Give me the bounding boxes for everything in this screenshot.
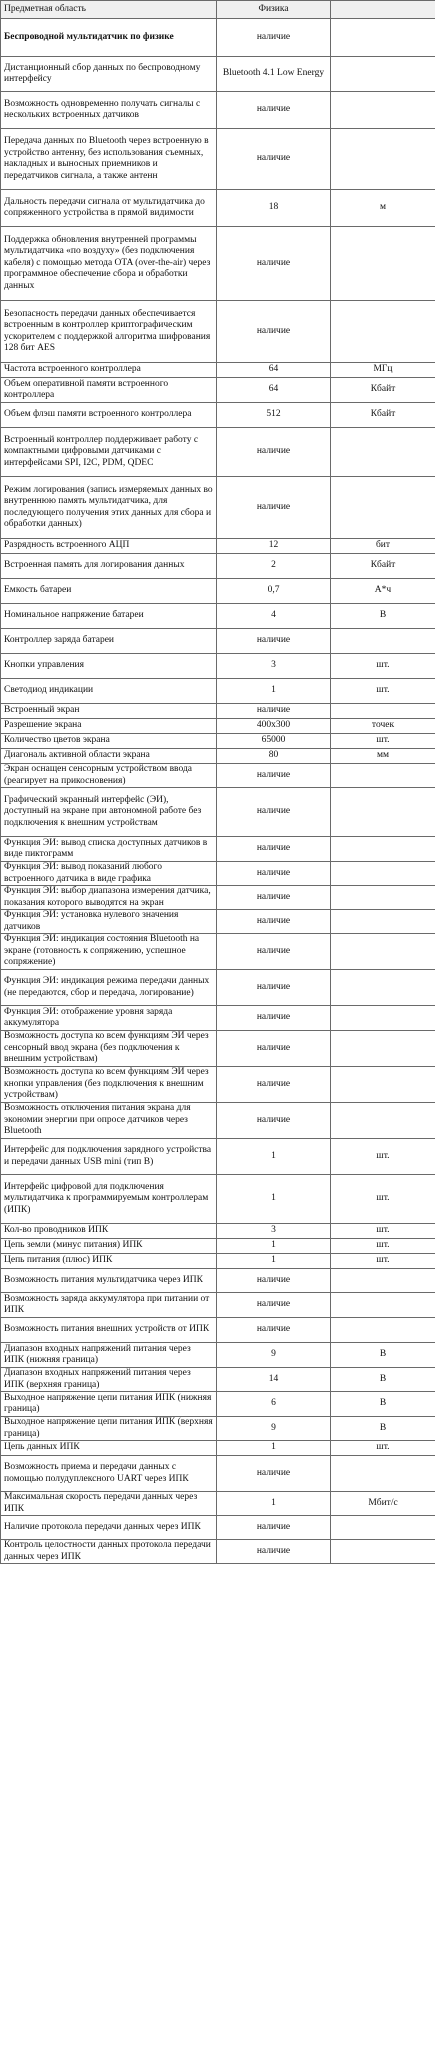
unit-cell: шт. [331, 654, 435, 679]
value-cell: 64 [217, 363, 331, 378]
table-row [1, 1224, 435, 1239]
parameter-cell: Встроенный контроллер поддерживает работу с компактными цифровыми датчиками с интерфейсами SPI, I2C, PDM, QDEC [1, 428, 217, 477]
value-cell: 1 [217, 1441, 331, 1456]
value-cell: наличие [217, 1293, 331, 1318]
value-cell: 18 [217, 190, 331, 227]
parameter-cell: Функция ЭИ: вывод списка доступных датчиков в виде пиктограмм [1, 837, 217, 862]
table-row [1, 1540, 435, 1564]
unit-cell [331, 1067, 435, 1103]
unit-cell: шт. [331, 1175, 435, 1224]
value-cell: 2 [217, 554, 331, 579]
parameter-cell: Дистанционный сбор данных по беспроводному интерфейсу [1, 57, 217, 92]
table-row [1, 1318, 435, 1343]
parameter-cell: Количество цветов экрана [1, 734, 217, 749]
table-row [1, 1067, 435, 1103]
unit-cell [331, 1540, 435, 1564]
parameter-cell: Цепь питания (плюс) ИПК [1, 1254, 217, 1269]
spec-table-body [1, 1, 435, 1564]
parameter-cell: Поддержка обновления внутренней программы мультидатчика «по воздуху» (без подключения кабеля) с помощью метода OTA (over-the-air) через программное обеспечение сбора и обработки данных [1, 227, 217, 301]
parameter-cell: Кнопки управления [1, 654, 217, 679]
parameter-cell: Функция ЭИ: вывод показаний любого встроенного датчика в виде графика [1, 862, 217, 886]
table-row [1, 837, 435, 862]
table-row [1, 1269, 435, 1293]
table-row [1, 539, 435, 554]
table-row [1, 190, 435, 227]
value-cell: 1 [217, 1239, 331, 1254]
value-cell: наличие [217, 129, 331, 190]
unit-cell [331, 837, 435, 862]
parameter-cell: Дальность передачи сигнала от мультидатчика до сопряженного устройства в прямой видимости [1, 190, 217, 227]
parameter-cell: Емкость батареи [1, 579, 217, 604]
table-row [1, 1456, 435, 1492]
table-row [1, 19, 435, 57]
value-cell: 512 [217, 403, 331, 428]
parameter-cell: Объем оперативной памяти встроенного контроллера [1, 378, 217, 403]
parameter-cell: Возможность приема и передачи данных с помощью полудуплексного UART через ИПК [1, 1456, 217, 1492]
unit-cell: шт. [331, 1441, 435, 1456]
value-cell: наличие [217, 704, 331, 719]
table-row [1, 654, 435, 679]
table-row [1, 428, 435, 477]
table-header-row [1, 1, 435, 19]
table-row [1, 704, 435, 719]
parameter-cell: Разрядность встроенного АЦП [1, 539, 217, 554]
value-cell: наличие [217, 970, 331, 1006]
value-cell: 14 [217, 1368, 331, 1392]
unit-cell [331, 629, 435, 654]
table-row [1, 1103, 435, 1139]
value-cell: наличие [217, 428, 331, 477]
value-cell: 1 [217, 1492, 331, 1516]
unit-cell: мм [331, 749, 435, 764]
parameter-cell: Функция ЭИ: установка нулевого значения датчиков [1, 910, 217, 934]
parameter-cell: Интерфейс для подключения зарядного устройства и передачи данных USB mini (тип B) [1, 1139, 217, 1175]
unit-cell [331, 428, 435, 477]
unit-cell: В [331, 604, 435, 629]
parameter-cell: Функция ЭИ: выбор диапазона измерения датчика, показания которого выводятся на экран [1, 886, 217, 910]
value-cell: наличие [217, 1269, 331, 1293]
unit-cell [331, 886, 435, 910]
parameter-cell: Функция ЭИ: индикация режима передачи данных (не передаются, сбор и передача, логирование) [1, 970, 217, 1006]
table-row [1, 886, 435, 910]
parameter-cell: Функция ЭИ: индикация состояния Bluetooth на экране (готовность к сопряжению, успешное сопряжение) [1, 934, 217, 970]
unit-cell: Мбит/с [331, 1492, 435, 1516]
value-cell: наличие [217, 837, 331, 862]
value-cell: наличие [217, 862, 331, 886]
table-row [1, 910, 435, 934]
unit-cell [331, 301, 435, 363]
unit-cell [331, 129, 435, 190]
parameter-cell: Контроль целостности данных протокола передачи данных через ИПК [1, 1540, 217, 1564]
parameter-cell: Экран оснащен сенсорным устройством ввода (реагирует на прикосновения) [1, 764, 217, 788]
parameter-cell: Номинальное напряжение батареи [1, 604, 217, 629]
table-row [1, 1441, 435, 1456]
parameter-cell: Встроенный экран [1, 704, 217, 719]
unit-cell [331, 1516, 435, 1540]
table-row [1, 1139, 435, 1175]
parameter-cell: Максимальная скорость передачи данных через ИПК [1, 1492, 217, 1516]
value-cell: 1 [217, 1254, 331, 1269]
value-cell: 65000 [217, 734, 331, 749]
table-row [1, 403, 435, 428]
unit-cell: В [331, 1392, 435, 1417]
unit-cell [331, 57, 435, 92]
table-row [1, 301, 435, 363]
parameter-cell: Частота встроенного контроллера [1, 363, 217, 378]
unit-cell: Кбайт [331, 378, 435, 403]
parameter-cell: Выходное напряжение цепи питания ИПК (нижняя граница) [1, 1392, 217, 1417]
parameter-cell: Возможность одновременно получать сигналы с нескольких встроенных датчиков [1, 92, 217, 129]
table-row [1, 719, 435, 734]
unit-cell [331, 1269, 435, 1293]
table-row [1, 477, 435, 539]
value-cell: 0,7 [217, 579, 331, 604]
unit-cell: шт. [331, 1254, 435, 1269]
unit-cell: шт. [331, 1139, 435, 1175]
table-row [1, 788, 435, 837]
parameter-cell: Диапазон входных напряжений питания через ИПК (верхняя граница) [1, 1368, 217, 1392]
value-cell: наличие [217, 1031, 331, 1067]
unit-cell [331, 1103, 435, 1139]
parameter-cell: Диапазон входных напряжений питания через ИПК (нижняя граница) [1, 1343, 217, 1368]
value-cell: наличие [217, 629, 331, 654]
unit-cell: МГц [331, 363, 435, 378]
unit-cell [331, 862, 435, 886]
unit-cell: шт. [331, 1224, 435, 1239]
parameter-cell: Возможность питания мультидатчика через ИПК [1, 1269, 217, 1293]
table-row [1, 604, 435, 629]
unit-cell: бит [331, 539, 435, 554]
parameter-cell: Функция ЭИ: отображение уровня заряда аккумулятора [1, 1006, 217, 1031]
value-cell: наличие [217, 1103, 331, 1139]
parameter-cell: Беспроводной мультидатчик по физике [1, 19, 217, 57]
value-cell: 400x300 [217, 719, 331, 734]
parameter-cell: Возможность заряда аккумулятора при питании от ИПК [1, 1293, 217, 1318]
unit-cell: В [331, 1417, 435, 1441]
unit-cell [331, 704, 435, 719]
parameter-cell: Возможность доступа ко всем функциям ЭИ через кнопки управления (без подключения к внешним устройствам) [1, 1067, 217, 1103]
table-row [1, 1031, 435, 1067]
unit-cell [331, 227, 435, 301]
parameter-cell: Интерфейс цифровой для подключения мультидатчика к программируемым контроллерам (ИПК) [1, 1175, 217, 1224]
value-cell: 9 [217, 1343, 331, 1368]
value-cell: 9 [217, 1417, 331, 1441]
value-cell: 3 [217, 654, 331, 679]
value-cell: наличие [217, 477, 331, 539]
unit-cell [331, 1293, 435, 1318]
value-cell: 6 [217, 1392, 331, 1417]
unit-cell: Кбайт [331, 403, 435, 428]
table-row [1, 1293, 435, 1318]
parameter-cell: Диагональ активной области экрана [1, 749, 217, 764]
table-row [1, 1239, 435, 1254]
unit-cell: точек [331, 719, 435, 734]
table-row [1, 970, 435, 1006]
value-cell: 1 [217, 679, 331, 704]
unit-cell [331, 19, 435, 57]
parameter-cell: Выходное напряжение цепи питания ИПК (верхняя граница) [1, 1417, 217, 1441]
table-row [1, 934, 435, 970]
table-row [1, 1343, 435, 1368]
value-cell: наличие [217, 1318, 331, 1343]
table-row [1, 554, 435, 579]
unit-cell [331, 910, 435, 934]
value-cell: наличие [217, 886, 331, 910]
table-row [1, 227, 435, 301]
table-row [1, 363, 435, 378]
unit-cell [331, 477, 435, 539]
unit-cell: шт. [331, 1239, 435, 1254]
table-row [1, 749, 435, 764]
unit-cell [331, 970, 435, 1006]
parameter-cell: Цепь земли (минус питания) ИПК [1, 1239, 217, 1254]
value-cell: 1 [217, 1175, 331, 1224]
parameter-cell: Режим логирования (запись измеряемых данных во внутреннюю память мультидатчика, для последующего получения этих данных для сбора и обработки данных) [1, 477, 217, 539]
table-row [1, 378, 435, 403]
header-unit [331, 1, 435, 19]
parameter-cell: Возможность отключения питания экрана для экономии энергии при опросе датчиков через Bluetooth [1, 1103, 217, 1139]
table-row [1, 1516, 435, 1540]
parameter-cell: Возможность доступа ко всем функциям ЭИ через сенсорный ввод экрана (без подключения к внешним устройствам) [1, 1031, 217, 1067]
table-row [1, 1392, 435, 1417]
value-cell: наличие [217, 934, 331, 970]
table-row [1, 1254, 435, 1269]
value-cell: 4 [217, 604, 331, 629]
parameter-cell: Цепь данных ИПК [1, 1441, 217, 1456]
parameter-cell: Встроенная память для логирования данных [1, 554, 217, 579]
table-row [1, 679, 435, 704]
table-row [1, 1492, 435, 1516]
value-cell: наличие [217, 301, 331, 363]
parameter-cell: Объем флэш памяти встроенного контроллера [1, 403, 217, 428]
unit-cell [331, 1456, 435, 1492]
value-cell: наличие [217, 1540, 331, 1564]
table-row [1, 579, 435, 604]
value-cell: наличие [217, 1067, 331, 1103]
table-row [1, 862, 435, 886]
value-cell: наличие [217, 910, 331, 934]
parameter-cell: Безопасность передачи данных обеспечивается встроенным в контроллер криптографическим ускорителем с поддержкой алгоритма шифрования 128 бит AES [1, 301, 217, 363]
parameter-cell: Наличие протокола передачи данных через ИПК [1, 1516, 217, 1540]
unit-cell [331, 1006, 435, 1031]
value-cell: 1 [217, 1139, 331, 1175]
parameter-cell: Графический экранный интерфейс (ЭИ), доступный на экране при автономной работе без подключения к внешним устройствам [1, 788, 217, 837]
table-row [1, 1417, 435, 1441]
parameter-cell: Передача данных по Bluetooth через встроенную в устройство антенну, без использования съемных, накладных и выносных приемников и передатчиков сигнала, а также антенн [1, 129, 217, 190]
value-cell: наличие [217, 788, 331, 837]
value-cell: наличие [217, 1456, 331, 1492]
value-cell: наличие [217, 1006, 331, 1031]
value-cell: 3 [217, 1224, 331, 1239]
value-cell: Bluetooth 4.1 Low Energy [217, 57, 331, 92]
parameter-cell: Светодиод индикации [1, 679, 217, 704]
unit-cell: шт. [331, 679, 435, 704]
value-cell: 64 [217, 378, 331, 403]
value-cell: наличие [217, 92, 331, 129]
parameter-cell: Разрешение экрана [1, 719, 217, 734]
table-row [1, 734, 435, 749]
value-cell: наличие [217, 19, 331, 57]
unit-cell: Кбайт [331, 554, 435, 579]
value-cell: 12 [217, 539, 331, 554]
unit-cell [331, 1318, 435, 1343]
table-row [1, 129, 435, 190]
value-cell: наличие [217, 764, 331, 788]
unit-cell [331, 934, 435, 970]
table-row [1, 1368, 435, 1392]
unit-cell [331, 1031, 435, 1067]
table-row [1, 764, 435, 788]
table-row [1, 1175, 435, 1224]
unit-cell [331, 92, 435, 129]
unit-cell: А*ч [331, 579, 435, 604]
unit-cell: м [331, 190, 435, 227]
parameter-cell: Контроллер заряда батареи [1, 629, 217, 654]
value-cell: наличие [217, 227, 331, 301]
value-cell: 80 [217, 749, 331, 764]
table-row [1, 92, 435, 129]
table-row [1, 629, 435, 654]
header-physics: Физика [217, 1, 331, 19]
table-row [1, 1006, 435, 1031]
parameter-cell: Возможность питания внешних устройств от ИПК [1, 1318, 217, 1343]
unit-cell [331, 788, 435, 837]
unit-cell: В [331, 1343, 435, 1368]
unit-cell: В [331, 1368, 435, 1392]
unit-cell: шт. [331, 734, 435, 749]
header-subject-area: Предметная область [1, 1, 217, 19]
parameter-cell: Кол-во проводников ИПК [1, 1224, 217, 1239]
unit-cell [331, 764, 435, 788]
value-cell: наличие [217, 1516, 331, 1540]
table-row [1, 57, 435, 92]
